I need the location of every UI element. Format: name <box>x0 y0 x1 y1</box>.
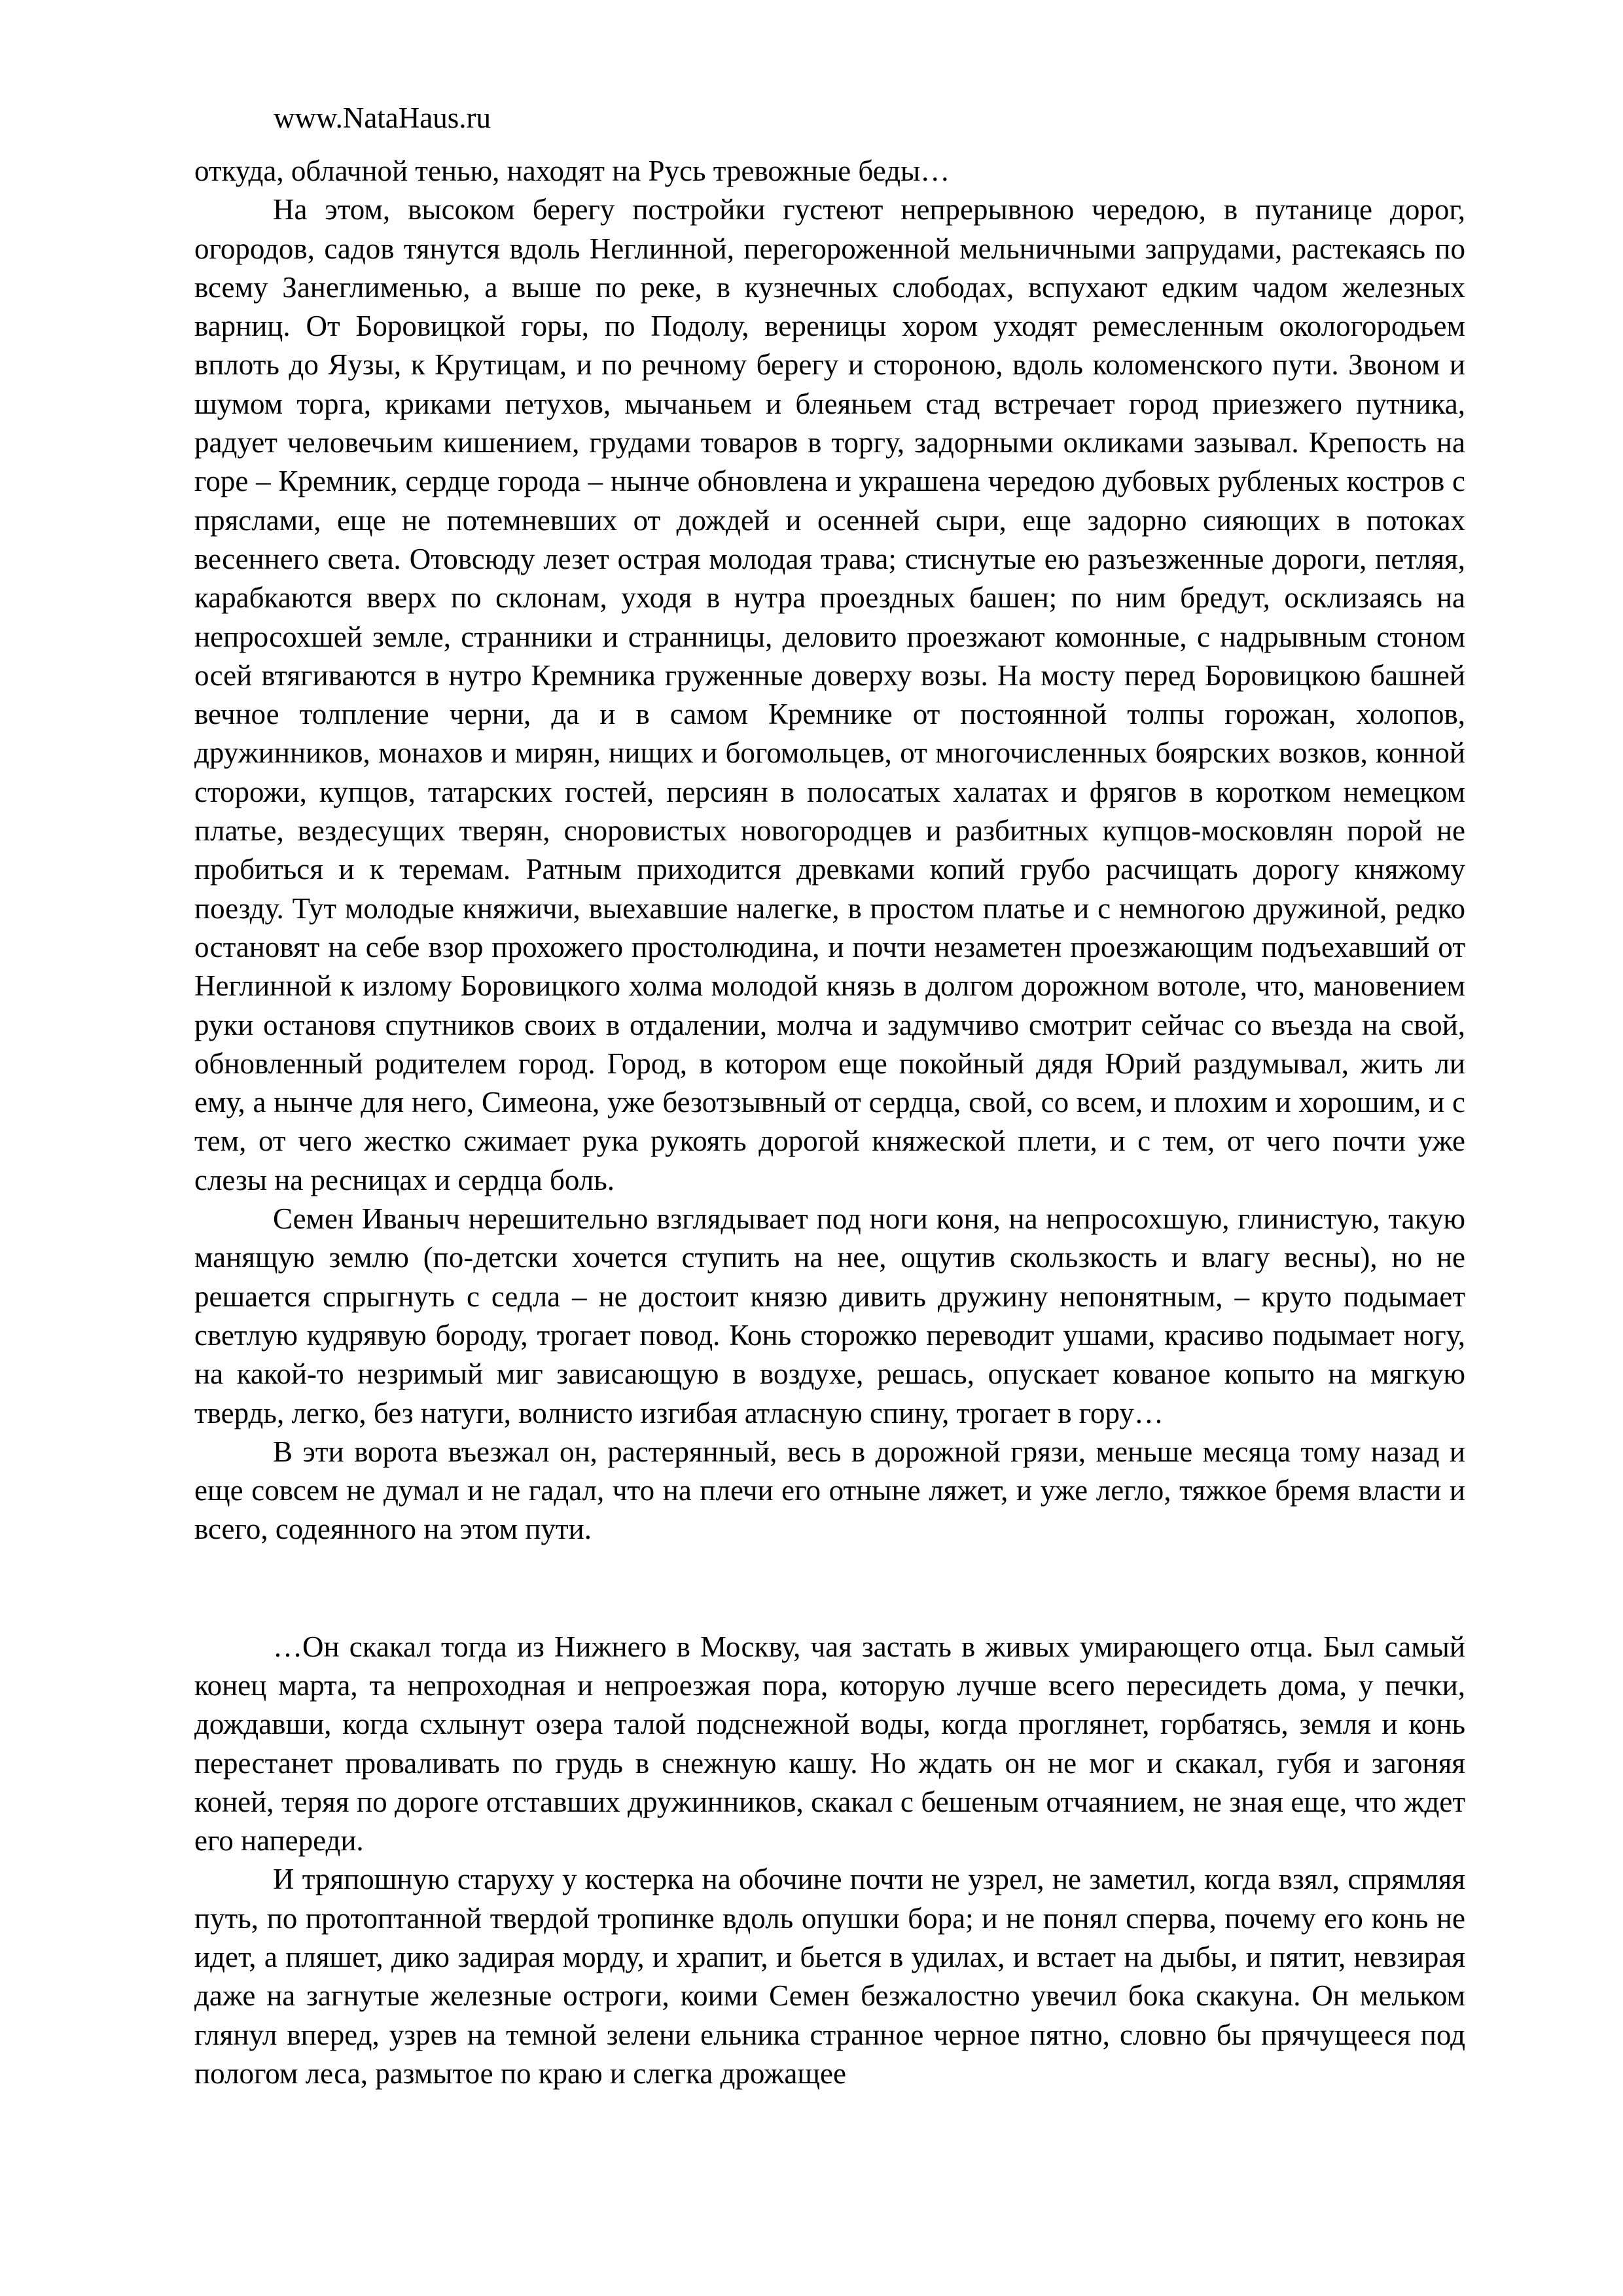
paragraph: …Он скакал тогда из Нижнего в Москву, чая застать в живых умирающего отца. Был самый конец марта, та непроходная и непроезжая пора, которую лучше всего пересидеть дома, у печки, дождавши, когда схлынут озера талой подснежной воды, когда проглянет, горбатясь, земля и конь перестанет проваливать по грудь в снежную кашу. Но ждать он не мог и скакал, губя и загоняя коней, теряя по дороге отставших дружинников, скакал с бешеным отчаянием, не зная еще, что ждет его напереди. <box>194 1630 1465 1857</box>
body-text <box>194 152 1465 2093</box>
paragraph: В эти ворота въезжал он, растерянный, весь в дорожной грязи, меньше месяца тому назад и еще совсем не думал и не гадал, что на плечи его отныне ляжет, и уже легло, тяжкое бремя власти и всего, содеянного на этом пути. <box>194 1435 1465 1546</box>
paragraph: Семен Иваныч нерешительно взглядывает под ноги коня, на непросохшую, глинистую, такую манящую землю (по-детски хочется ступить на нее, ощутив скользкость и влагу весны), но не решается спрыгнуть с седла – не достоит князю дивить дружину непонятным, – круто подымает светлую кудрявую бороду, трогает повод. Конь сторожко переводит ушами, красиво подымает ногу, на какой-то незримый миг зависающую в воздухе, решась, опускает кованое копыто на мягкую твердь, легко, без натуги, волнисто изгибая атласную спину, трогает в гору… <box>194 1202 1465 1429</box>
site-header: www.NataHaus.ru <box>274 101 491 134</box>
paragraph: откуда, облачной тенью, находят на Русь тревожные беды… <box>194 154 950 187</box>
paragraph: И тряпошную старуху у костерка на обочине почти не узрел, не заметил, когда взял, спрямляя путь, по протоптанной твердой тропинке вдоль опушки бора; и не понял сперва, почему его конь не идет, а пляшет, дико задирая морду, и храпит, и бьется в удилах, и встает на дыбы, и пятит, невзирая даже на загнутые железные остроги, коими Семен безжалостно увечил бока скакуна. Он мельком глянул вперед, узрев на темной зелени ельника странное черное пятно, словно бы прячущееся под пологом леса, размытое по краю и слегка дрожащее <box>194 1863 1465 2090</box>
paragraph: На этом, высоком берегу постройки густеют непрерывною чередою, в путанице дорог, огородов, садов тянутся вдоль Неглинной, перегороженной мельничными запрудами, растекаясь по всему Занеглименью, а выше по реке, в кузнечных слободах, вспухают едким чадом железных варниц. От Боровицкой горы, по Подолу, вереницы хором уходят ремесленным окологородьем вплоть до Яузы, к Крутицам, и по речному берегу и стороною, вдоль коломенского пути. Звоном и шумом торга, криками петухов, мычаньем и блеяньем стад встречает город приезжего путника, радует человечьим кишением, грудами товаров в торгу, задорными окликами зазывал. Крепость на горе – Кремник, сердце города – нынче обновлена и украшена чередою дубовых рубленых костров с пряслами, еще не потемневших от дождей и осенней сыри, еще задорно сияющих в потоках весеннего света. Отовсюду лезет острая молодая трава; стиснутые ею разъезженные дороги, петляя, карабкаются вверх по склонам, уходя в нутра проездных башен; по ним бредут, осклизаясь на непросохшей земле, странники и странницы, деловито проезжают комонные, с надрывным стоном осей втягиваются в нутро Кремника груженные доверху возы. На мосту перед Боровицкою башней вечное толпление черни, да и в самом Кремнике от постоянной толпы горожан, холопов, дружинников, монахов и мирян, нищих и богомольцев, от многочисленных боярских возков, конной сторожи, купцов, татарских гостей, персиян в полосатых халатах и фрягов в коротком немецком платье, вездесущих тверян, сноровистых новогородцев и разбитных купцов-московлян порой не пробиться и к теремам. Ратным приходится древками копий грубо расчищать дорогу княжому поезду. Тут молодые княжичи, выехавшие налегке, в простом платье и с немногою дружиной, редко остановят на себе взор прохожего простолюдина, и почти незаметен проезжающим подъехавший от Неглинной к излому Боровицкого холма молодой князь в долгом дорожном вотоле, что, мановением руки остановя спутников своих в отдалении, молча и задумчиво смотрит сейчас со въезда на свой, обновленный родителем город. Город, в котором еще покойный дядя Юрий раздумывал, жить ли ему, а нынче для него, Симеона, уже безотзывный от сердца, свой, со всем, и плохим и хорошим, и с тем, от чего жестко сжимает рука рукоять дорогой княжеской плети, и с тем, от чего почти уже слезы на ресницах и сердца боль. <box>194 193 1465 1196</box>
